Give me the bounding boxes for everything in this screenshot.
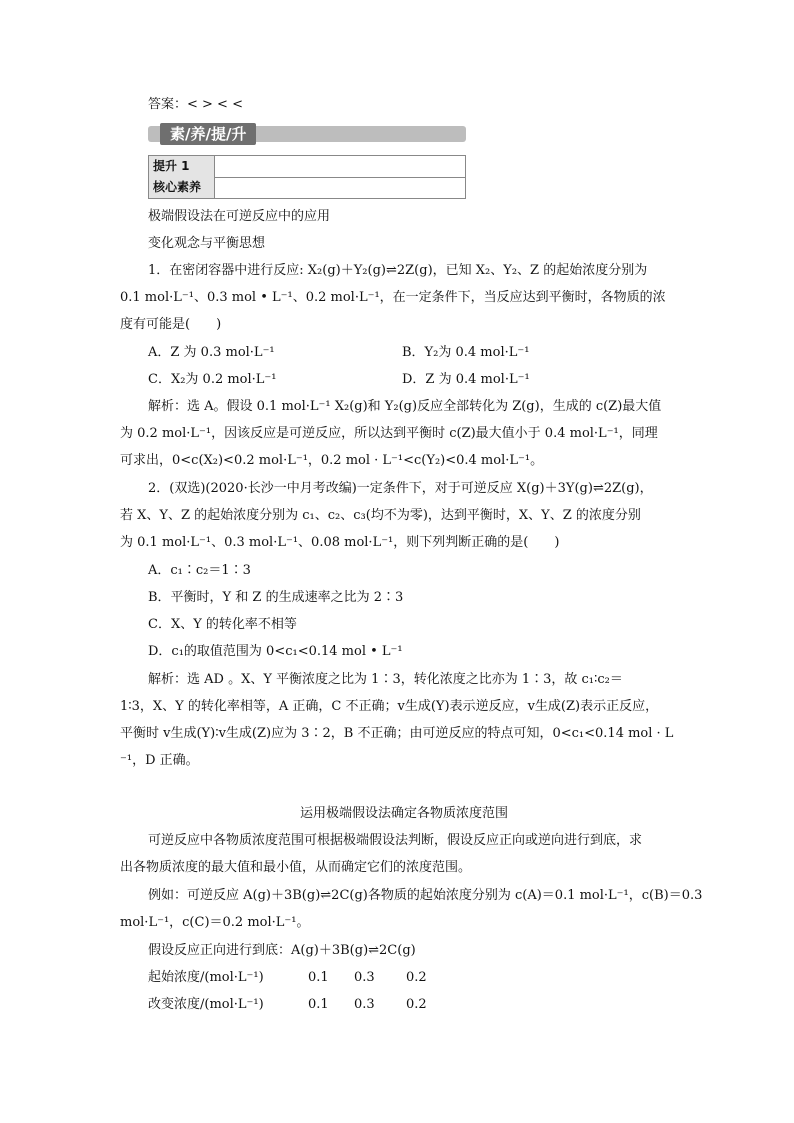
table-cell-b: 0.3: [354, 970, 375, 985]
ability-table-label: 提升 1: [149, 156, 215, 177]
method-example-line: mol·L⁻¹，c(C)＝0.2 mol·L⁻¹。: [120, 915, 310, 930]
q2-stem-line: 2．(双选)(2020·长沙一中月考改编)一定条件下，对于可逆反应 X(g)＋3Y(g)⇌2Z(g)，: [148, 481, 653, 496]
table-cell-a: 0.1: [308, 970, 329, 985]
heading-concept: 变化观念与平衡思想: [148, 236, 266, 251]
table-cell-c: 0.2: [406, 997, 427, 1012]
table-row-label: 起始浓度/(mol·L⁻¹): [148, 970, 264, 985]
q1-stem-line: 0.1 mol·L⁻¹、0.3 mol • L⁻¹、0.2 mol·L⁻¹，在一定条件下，当反应达到平衡时，各物质的浓: [120, 290, 666, 305]
q1-option-d: D．Z 为 0.4 mol·L⁻¹: [402, 372, 530, 387]
heading-method: 极端假设法在可逆反应中的应用: [148, 209, 331, 224]
ability-table-label: 核心素养: [149, 177, 215, 198]
q2-option-d: D．c₁的取值范围为 0<c₁<0.14 mol • L⁻¹: [148, 644, 403, 659]
q2-solution-line: 平衡时 v生成(Y)∶v生成(Z)应为 3∶2，B 不正确；由可逆反应的特点可知，0<c₁<0.14 mol · L: [120, 726, 674, 741]
method-example-line: 例如：可逆反应 A(g)＋3B(g)⇌2C(g)各物质的起始浓度分别为 c(A)＝0.1 mol·L⁻¹，c(B)＝0.3: [148, 888, 703, 903]
q1-stem-line: 度有可能是( ): [120, 317, 222, 332]
method-paragraph-line: 出各物质浓度的最大值和最小值，从而确定它们的浓度范围。: [120, 860, 472, 875]
q1-solution-line: 可求出，0<c(X₂)<0.2 mol·L⁻¹，0.2 mol · L⁻¹<c(Y₂)<0.4 mol·L⁻¹。: [120, 453, 544, 468]
section-banner-bar: [148, 126, 466, 142]
method-assumption: 假设反应正向进行到底：A(g)＋3B(g)⇌2C(g): [148, 943, 416, 958]
q2-solution-line: 解析：选 AD 。X、Y 平衡浓度之比为 1∶3，转化浓度之比亦为 1∶3，故 c₁∶c₂＝: [148, 672, 623, 687]
table-cell-c: 0.2: [406, 970, 427, 985]
q2-option-b: B．平衡时，Y 和 Z 的生成速率之比为 2∶3: [148, 590, 404, 605]
q1-stem-line: 1．在密闭容器中进行反应: X₂(g)＋Y₂(g)⇌2Z(g)，已知 X₂、Y₂、Z 的起始浓度分别为: [148, 263, 648, 278]
table-cell-b: 0.3: [354, 997, 375, 1012]
q1-solution-line: 解析：选 A。假设 0.1 mol·L⁻¹ X₂(g)和 Y₂(g)反应全部转化为 Z(g)，生成的 c(Z)最大值: [148, 399, 662, 414]
q1-option-b: B．Y₂为 0.4 mol·L⁻¹: [402, 345, 530, 360]
table-row-label: 改变浓度/(mol·L⁻¹): [148, 997, 264, 1012]
q1-option-c: C．X₂为 0.2 mol·L⁻¹: [148, 372, 277, 387]
table-cell-a: 0.1: [308, 997, 329, 1012]
q2-stem-line: 为 0.1 mol·L⁻¹、0.3 mol·L⁻¹、0.08 mol·L⁻¹，则下列判断正确的是( ): [120, 535, 560, 550]
method-paragraph-line: 可逆反应中各物质浓度范围可根据极端假设法判断，假设反应正向或逆向进行到底，求: [148, 833, 643, 848]
ability-table-row: [149, 156, 465, 178]
section-banner-label: 素/养/提/升: [160, 123, 256, 145]
ability-table-row: [149, 177, 465, 198]
ability-table: [148, 155, 466, 199]
q2-option-a: A．c₁∶c₂＝1∶3: [148, 563, 251, 578]
q2-stem-line: 若 X、Y、Z 的起始浓度分别为 c₁、c₂、c₃(均不为零)，达到平衡时，X、Y、Z 的浓度分别: [120, 508, 641, 523]
method-title: 运用极端假设法确定各物质浓度范围: [300, 806, 509, 821]
q1-solution-line: 为 0.2 mol·L⁻¹，因该反应是可逆反应，所以达到平衡时 c(Z)最大值小于 0.4 mol·L⁻¹，同理: [120, 426, 658, 441]
q1-option-a: A．Z 为 0.3 mol·L⁻¹: [148, 345, 275, 360]
q2-option-c: C．X、Y 的转化率不相等: [148, 617, 297, 632]
answer-line: 答案：< > < <: [148, 97, 243, 112]
q2-solution-line: ⁻¹，D 正确。: [120, 753, 199, 768]
q2-solution-line: 1∶3，X、Y 的转化率相等，A 正确，C 不正确；v生成(Y)表示逆反应，v生成(Z)表示正反应，: [120, 699, 659, 714]
